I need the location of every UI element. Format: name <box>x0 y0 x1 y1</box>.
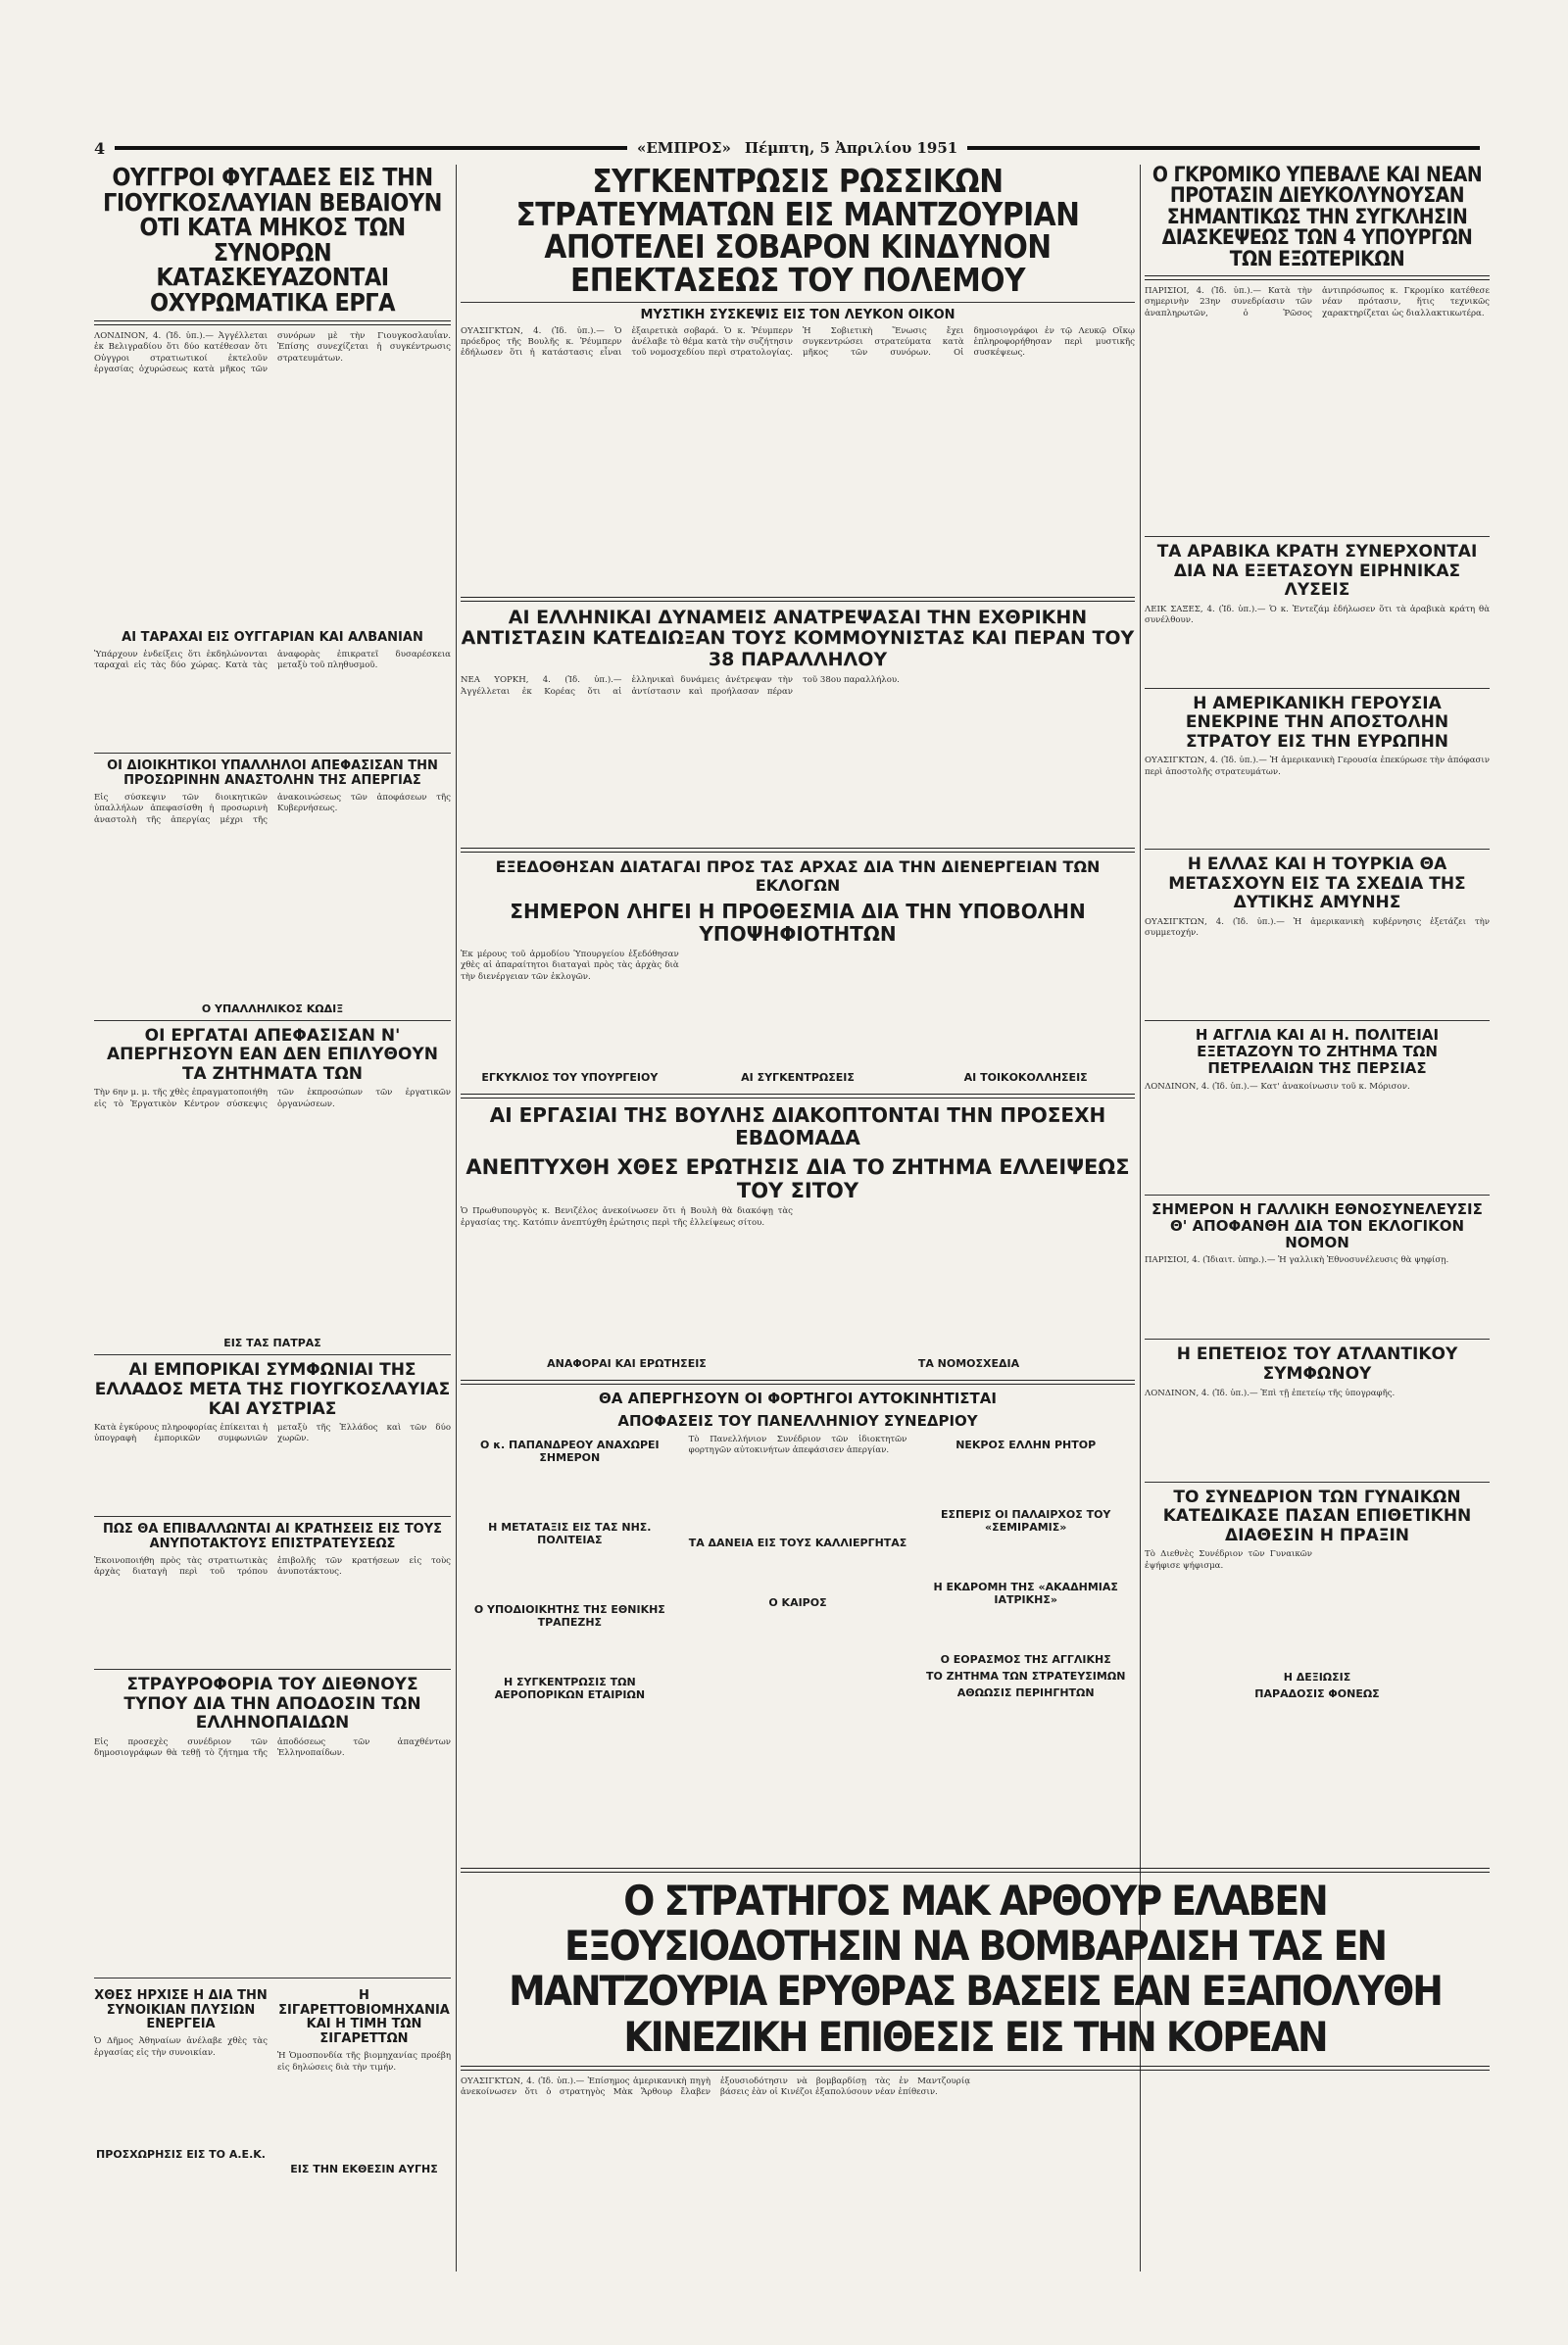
col2-sub-5h: ΑΘΩΩΣΙΣ ΠΕΡΙΗΓΗΤΩΝ <box>956 1685 1095 1699</box>
col3-lead-headline: Ο ΓΚΡΟΜΙΚΟ ΥΠΕΒΑΛΕ ΚΑΙ ΝΕΑΝ ΠΡΟΤΑΣΙΝ ΔΙΕΥΚΟΛΥΝΟΥΣΑΝ ΣΗΜΑΝΤΙΚΩΣ ΤΗΝ ΣΥΓΚΛΗΣΙΝ ΔΙΑΣΚΕΨΕΩΣ ΤΩΝ 4 ΥΠΟΥΡΓΩΝ ΤΩΝ ΕΞΩΤΕΡΙΚΩΝ <box>1152 165 1483 270</box>
col3-headline-8: ΤΟ ΣΥΝΕΔΡΙΟΝ ΤΩΝ ΓΥΝΑΙΚΩΝ ΚΑΤΕΔΙΚΑΣΕ ΠΑΣΑΝ ΕΠΙΘΕΤΙΚΗΝ ΔΙΑΘΕΣΙΝ Η ΠΡΑΞΙΝ <box>1162 1487 1472 1545</box>
col2-sub-5b: Η ΜΕΤΑΤΑΞΙΣ ΕΙΣ ΤΑΣ ΝΗΣ. ΠΟΛΙΤΕΙΑΣ <box>488 1520 652 1546</box>
col3-headline-7: Η ΕΠΕΤΕΙΟΣ ΤΟΥ ΑΤΛΑΝΤΙΚΟΥ ΣΥΜΦΩΝΟΥ <box>1176 1344 1458 1384</box>
col1-sub-3: Ο ΥΠΑΛΛΗΛΙΚΟΣ ΚΩΔΙΞ <box>201 1002 344 1015</box>
issue-date: Πέμπτη, 5 Ἀπριλίου 1951 <box>744 139 958 157</box>
col3-text-8: Τὸ Διεθνὲς Συνέδριον τῶν Γυναικῶν ἐψήφισε ψήφισμα. <box>1145 1549 1312 1571</box>
rule <box>1145 849 1490 850</box>
rule <box>94 320 451 325</box>
rule <box>461 597 1135 602</box>
rule <box>94 1354 451 1355</box>
col2-sub-5f: Ο ΚΑΙΡΟΣ <box>768 1595 827 1609</box>
rule <box>94 1020 451 1021</box>
rule <box>1145 1195 1490 1196</box>
col2-sub-3a: ΕΓΚΥΚΛΙΟΣ ΤΟΥ ΥΠΟΥΡΓΕΙΟΥ <box>481 1070 659 1084</box>
col1-headline-2: ΑΙ ΤΑΡΑΧΑΙ ΕΙΣ ΟΥΓΓΑΡΙΑΝ ΚΑΙ ΑΛΒΑΝΙΑΝ <box>122 630 423 645</box>
col1-lead-headline: ΟΥΓΓΡΟΙ ΦΥΓΑΔΕΣ ΕΙΣ ΤΗΝ ΓΙΟΥΓΚΟΣΛΑΥΙΑΝ ΒΕΒΑΙΟΥΝ ΟΤΙ ΚΑΤΑ ΜΗΚΟΣ ΤΩΝ ΣΥΝΟΡΩΝ ΚΑΤΑΣΚΕΥΑΖΟΝΤΑΙ ΟΧΥΡΩΜΑΤΙΚΑ ΕΡΓΑ <box>103 165 442 317</box>
col2-sub-3c: ΑΙ ΤΟΙΚΟΚΟΛΛΗΣΕΙΣ <box>963 1070 1088 1084</box>
col1-sub-4: ΕΙΣ ΤΑΣ ΠΑΤΡΑΣ <box>223 1337 321 1350</box>
col2-sub-5g: ΤΟ ΖΗΤΗΜΑ ΤΩΝ ΣΤΡΑΤΕΥΣΙΜΩΝ <box>925 1669 1126 1683</box>
col2-text-5: Τὸ Πανελλήνιον Συνέδριον τῶν ἰδιοκτητῶν φορτηγῶν αὐτοκινήτων ἀπεφάσισεν ἀπεργίαν. <box>688 1434 907 1456</box>
col2-sub-5l: Η ΕΚΔΡΟΜΗ ΤΗΣ «ΑΚΑΔΗΜΙΑΣ ΙΑΤΡΙΚΗΣ» <box>933 1580 1118 1606</box>
col2-sub-5e: ΤΑ ΔΑΝΕΙΑ ΕΙΣ ΤΟΥΣ ΚΑΛΛΙΕΡΓΗΤΑΣ <box>688 1536 907 1549</box>
col1-text-8a: Ὁ Δῆμος Ἀθηναίων ἀνέλαβε χθὲς τὰς ἐργασίας εἰς τὴν συνοικίαν. <box>94 2036 268 2058</box>
rule <box>461 848 1135 853</box>
col2-lead-text: ΟΥΑΣΙΓΚΤΩΝ, 4. (Ἰδ. ὑπ.).— Ὁ πρόεδρος τῆς Βουλῆς κ. Ῥέυμπερν ἐδήλωσεν ὅτι ἡ κατάστασις εἶναι ἐξαιρετικὰ σοβαρά. Ὁ κ. Ῥέυμπερν ἀνέλαβε τὸ θέμα κατὰ τὴν συζήτησιν τοῦ νομοσχεδίου περὶ στρατολογίας. Ἡ Σοβιετικὴ Ἕνωσις ἔχει συγκεντρώσει στρατεύματα κατὰ μῆκος τῶν συνόρων. Οἱ δημοσιογράφοι ἐν τῷ Λευκῷ Οἴκῳ ἐπληροφορήθησαν περὶ μυστικῆς συσκέψεως. <box>461 325 1135 359</box>
col1-text-2: Ὑπάρχουν ἐνδείξεις ὅτι ἐκδηλώνονται ταραχαὶ εἰς τὰς δύο χώρας. Κατὰ τὰς ἀναφορὰς ἐπικρατεῖ δυσαρέσκεια μεταξὺ τοῦ πληθυσμοῦ. <box>94 649 451 671</box>
col1-headline-3: ΟΙ ΔΙΟΙΚΗΤΙΚΟΙ ΥΠΑΛΛΗΛΟΙ ΑΠΕΦΑΣΙΣΑΝ ΤΗΝ ΠΡΟΣΩΡΙΝΗΝ ΑΝΑΣΤΟΛΗΝ ΤΗΣ ΑΠΕΡΓΙΑΣ <box>107 757 438 788</box>
col2-sub-5k: ΕΣΠΕΡΙΣ ΟΙ ΠΑΛΑΙΡΧΟΣ ΤΟΥ «ΣΕΜΙΡΑΜΙΣ» <box>940 1507 1111 1534</box>
col1-text-7: Εἰς προσεχὲς συνέδριον τῶν δημοσιογράφων θὰ τεθῇ τὸ ζήτημα τῆς ἀποδόσεως τῶν ἀπαχθέντων Ἑλληνοπαίδων. <box>94 1736 451 1758</box>
col3-headline-5: Η ΑΓΓΛΙΑ ΚΑΙ ΑΙ Η. ΠΟΛΙΤΕΙΑΙ ΕΞΕΤΑΖΟΥΝ ΤΟ ΖΗΤΗΜΑ ΤΩΝ ΠΕΤΡΕΛΑΙΩΝ ΤΗΣ ΠΕΡΣΙΑΣ <box>1195 1025 1440 1078</box>
col3-text-4: ΟΥΑΣΙΓΚΤΩΝ, 4. (Ἰδ. ὑπ.).— Ἡ ἀμερικανικὴ κυβέρνησις ἐξετάζει τὴν συμμετοχήν. <box>1145 916 1490 939</box>
col3-lead-text: ΠΑΡΙΣΙΟΙ, 4. (Ἰδ. ὑπ.).— Κατὰ τὴν σημερινὴν 23ην συνεδρίασιν τῶν ἀναπληρωτῶν, ὁ Ῥῶσος ἀντιπρόσωπος κ. Γκρομίκο κατέθεσε νέαν πρότασιν, ἥτις τεχνικῶς χαρακτηρίζεται ὡς διαλλακτικωτέρα. <box>1145 286 1490 318</box>
bottom-text: ΟΥΑΣΙΓΚΤΩΝ, 4. (Ἰδ. ὑπ.).— Ἐπίσημος ἀμερικανικὴ πηγὴ ἀνεκοίνωσεν ὅτι ὁ στρατηγὸς Μὰκ Ἄρθουρ ἔλαβεν ἐξουσιοδότησιν νὰ βομβαρδίσῃ τὰς ἐν Μαντζουρίᾳ βάσεις ἐὰν οἱ Κινέζοι ἐξαπολύσουν νέαν ἐπίθεσιν. <box>461 2076 970 2098</box>
col1-headline-8b: Η ΣΙΓΑΡΕΤΤΟΒΙΟΜΗΧΑΝΙΑ ΚΑΙ Η ΤΙΜΗ ΤΩΝ ΣΙΓΑΡΕΤΤΩΝ <box>278 1987 450 2047</box>
col2-sub-5c: Ο ΥΠΟΔΙΟΙΚΗΤΗΣ ΤΗΣ ΕΘΝΙΚΗΣ ΤΡΑΠΕΖΗΣ <box>473 1602 665 1629</box>
rule <box>1145 1482 1490 1483</box>
col2-sub-5i: Ο ΕΟΡΑΣΜΟΣ ΤΗΣ ΑΓΓΛΙΚΗΣ <box>940 1652 1111 1666</box>
col2-text-2: ΝΕΑ ΥΟΡΚΗ, 4. (Ἰδ. ὑπ.).— Ἀγγέλλεται ἐκ Κορέας ὅτι αἱ ἑλληνικαὶ δυνάμεις ἀνέτρεψαν τὴν ἀντίστασιν καὶ προήλασαν πέραν τοῦ 38ου παραλλήλου. <box>461 675 900 697</box>
col1-headline-4: ΟΙ ΕΡΓΑΤΑΙ ΑΠΕΦΑΣΙΣΑΝ Ν' ΑΠΕΡΓΗΣΟΥΝ ΕΑΝ ΔΕΝ ΕΠΙΛΥΘΟΥΝ ΤΑ ΖΗΤΗΜΑΤΑ ΤΩΝ <box>107 1025 438 1084</box>
rule <box>1145 536 1490 537</box>
col1-text-4: Τὴν 6ην μ. μ. τῆς χθὲς ἐπραγματοποιήθη εἰς τὸ Ἐργατικὸν Κέντρον σύσκεψις τῶν ἐκπροσώπων τῶν ἐργατικῶν ὀργανώσεων. <box>94 1088 451 1109</box>
col3-text-6: ΠΑΡΙΣΙΟΙ, 4. (Ἰδιαιτ. ὑπηρ.).— Ἡ γαλλικὴ Ἐθνοσυνέλευσις θὰ ψηφίσῃ. <box>1145 1255 1449 1266</box>
col2-text-4: Ὁ Πρωθυπουργὸς κ. Βενιζέλος ἀνεκοίνωσεν ὅτι ἡ Βουλὴ θὰ διακόψῃ τὰς ἐργασίας της. Κατόπιν ἀνεπτύχθη ἐρώτησις περὶ τῆς ἐλλείψεως σίτου. <box>461 1206 793 1228</box>
col3-text-5: ΛΟΝΔΙΝΟΝ, 4. (Ἰδ. ὑπ.).— Κατ' ἀνακοίνωσιν τοῦ κ. Μόρισον. <box>1145 1081 1410 1092</box>
col3-text-2: ΛΕΙΚ ΣΑΞΕΣ, 4. (Ἰδ. ὑπ.).— Ὁ κ. Ἐντεζάμ ἐδήλωσεν ὅτι τὰ ἀραβικὰ κράτη θὰ συνέλθουν. <box>1145 604 1490 626</box>
col2-sub-4a: ΑΝΑΦΟΡΑΙ ΚΑΙ ΕΡΩΤΗΣΕΙΣ <box>547 1357 707 1371</box>
col1-text-3: Εἰς σύσκεψιν τῶν διοικητικῶν ὑπαλλήλων ἀπεφασίσθη ἡ προσωρινὴ ἀναστολὴ τῆς ἀπεργίας μέχρι τῆς ἀνακοινώσεως τῶν ἀποφάσεων τῆς Κυβερνήσεως. <box>94 792 451 825</box>
col2-headline-5: ΘΑ ΑΠΕΡΓΗΣΟΥΝ ΟΙ ΦΟΡΤΗΓΟΙ ΑΥΤΟΚΙΝΗΤΙΣΤΑΙ <box>599 1390 997 1408</box>
col2-headline-3: ΕΞΕΔΟΘΗΣΑΝ ΔΙΑΤΑΓΑΙ ΠΡΟΣ ΤΑΣ ΑΡΧΑΣ ΔΙΑ ΤΗΝ ΔΙΕΝΕΡΓΕΙΑΝ ΤΩΝ ΕΚΛΟΓΩΝ <box>495 857 1101 895</box>
col1-sub-8b: ΕΙΣ ΤΗΝ ΕΚΘΕΣΙΝ ΑΥΓΗΣ <box>290 2163 438 2176</box>
col1-lead-text: ΛΟΝΔΙΝΟΝ, 4. (Ἰδ. ὑπ.).— Ἀγγέλλεται ἐκ Βελιγραδίου ὅτι δύο κατέθεσαν ὅτι Οὐγγροι στρατιωτικοί ἐκτελοῦν ἐργασίας ὀχυρώσεως κατὰ μῆκος τῶν συνόρων μὲ τὴν Γιουγκοσλαυΐαν. Ἐπίσης συνεχίζεται ἡ συγκέντρωσις στρατευμάτων. <box>94 331 451 375</box>
col2-sub-4b: ΤΑ ΝΟΜΟΣΧΕΔΙΑ <box>917 1357 1020 1371</box>
col2-lead-sub: ΜΥΣΤΙΚΗ ΣΥΣΚΕΨΙΣ ΕΙΣ ΤΟΝ ΛΕΥΚΟΝ ΟΙΚΟΝ <box>640 307 956 322</box>
rule <box>461 2066 1490 2071</box>
col1-text-5: Κατὰ ἐγκύρους πληροφορίας ἐπίκειται ἡ ὑπογραφὴ ἐμπορικῶν συμφωνιῶν μεταξὺ τῆς Ἑλλάδος καὶ τῶν δύο χωρῶν. <box>94 1423 451 1444</box>
bottom-headline: Ο ΣΤΡΑΤΗΓΟΣ ΜΑΚ ΑΡΘΟΥΡ ΕΛΑΒΕΝ ΕΞΟΥΣΙΟΔΟΤΗΣΙΝ ΝΑ ΒΟΜΒΑΡΔΙΣΗ ΤΑΣ ΕΝ ΜΑΝΤΖΟΥΡΙΑ ΕΡΥΘΡΑΣ ΒΑΣΕΙΣ ΕΑΝ ΕΞΑΠΟΛΥΘΗ ΚΙΝΕΖΙΚΗ ΕΠΙΘΕΣΙΣ ΕΙΣ ΤΗΝ ΚΟΡΕΑΝ <box>509 1877 1442 2061</box>
col1-text-8b: Ἡ Ὁμοσπονδία τῆς βιομηχανίας προέβη εἰς δηλώσεις διὰ τὴν τιμήν. <box>277 2051 451 2073</box>
col2-sub-5j: ΝΕΚΡΟΣ ΕΛΛΗΝ ΡΗΤΟΡ <box>956 1438 1097 1451</box>
col3-headline-6: ΣΗΜΕΡΟΝ Η ΓΑΛΛΙΚΗ ΕΘΝΟΣΥΝΕΛΕΥΣΙΣ Θ' ΑΠΟΦΑΝΘΗ ΔΙΑ ΤΟΝ ΕΚΛΟΓΙΚΟΝ ΝΟΜΟΝ <box>1152 1199 1483 1252</box>
rule <box>1145 1020 1490 1021</box>
rule <box>94 753 451 754</box>
col2-headline-5b: ΑΠΟΦΑΣΕΙΣ ΤΟΥ ΠΑΝΕΛΛΗΝΙΟΥ ΣΥΝΕΔΡΙΟΥ <box>617 1412 978 1431</box>
col3-text-7: ΛΟΝΔΙΝΟΝ, 4. (Ἰδ. ὑπ.).— Ἐπὶ τῇ ἐπετείῳ τῆς ὑπογραφῆς. <box>1145 1388 1396 1398</box>
col3-sub-8: Η ΔΕΞΙΩΣΙΣ <box>1283 1671 1351 1685</box>
rule <box>461 302 1135 303</box>
page-number: 4 <box>94 138 106 158</box>
col1-text-6: Ἐκοινοποιήθη πρὸς τὰς στρατιωτικὰς ἀρχὰς διαταγὴ περὶ τοῦ τρόπου ἐπιβολῆς τῶν κρατήσεων εἰς τοὺς ἀνυποτάκτους. <box>94 1555 451 1578</box>
bottom-banner <box>461 1862 1490 2227</box>
col1-headline-6: ΠΩΣ ΘΑ ΕΠΙΒΑΛΛΩΝΤΑΙ ΑΙ ΚΡΑΤΗΣΕΙΣ ΕΙΣ ΤΟΥΣ ΑΝΥΠΟΤΑΚΤΟΥΣ ΕΠΙΣΤΡΑΤΕΥΣΕΩΣ <box>102 1522 443 1552</box>
col2-sub-5d: Η ΣΥΓΚΕΝΤΡΩΣΙΣ ΤΩΝ ΑΕΡΟΠΟΡΙΚΩΝ ΕΤΑΙΡΙΩΝ <box>494 1675 646 1701</box>
rule <box>94 1669 451 1670</box>
col3-headline-3: Η ΑΜΕΡΙΚΑΝΙΚΗ ΓΕΡΟΥΣΙΑ ΕΝΕΚΡΙΝΕ ΤΗΝ ΑΠΟΣΤΟΛΗΝ ΣΤΡΑΤΟΥ ΕΙΣ ΤΗΝ ΕΥΡΩΠΗΝ <box>1185 693 1449 752</box>
masthead-rule-right <box>967 146 1480 150</box>
col3-sub-9: ΠΑΡΑΔΟΣΙΣ ΦΟΝΕΩΣ <box>1254 1687 1380 1701</box>
column-divider <box>456 165 457 2272</box>
masthead-rule <box>115 146 627 150</box>
col2-headline-3b: ΣΗΜΕΡΟΝ ΛΗΓΕΙ Η ΠΡΟΘΕΣΜΙΑ ΔΙΑ ΤΗΝ ΥΠΟΒΟΛΗΝ ΥΠΟΨΗΦΙΟΤΗΤΩΝ <box>510 899 1086 946</box>
col3-text-3: ΟΥΑΣΙΓΚΤΩΝ, 4. (Ἰδ. ὑπ.).— Ἡ ἀμερικανικὴ Γερουσία ἐπεκύρωσε τὴν ἀπόφασιν περὶ ἀποστολῆς στρατευμάτων. <box>1145 756 1490 777</box>
rule <box>1145 688 1490 689</box>
rule <box>461 1094 1135 1099</box>
left-column <box>94 165 451 2272</box>
rule <box>94 1978 451 1979</box>
col2-headline-2: ΑΙ ΕΛΛΗΝΙΚΑΙ ΔΥΝΑΜΕΙΣ ΑΝΑΤΡΕΨΑΣΑΙ ΤΗΝ ΕΧΘΡΙΚΗΝ ΑΝΤΙΣΤΑΣΙΝ ΚΑΤΕΔΙΩΞΑΝ ΤΟΥΣ ΚΟΜΜΟΥΝΙΣΤΑΣ ΚΑΙ ΠΕΡΑΝ ΤΟΥ 38 ΠΑΡΑΛΛΗΛΟΥ <box>461 606 1135 671</box>
col2-sub-5a: Ο κ. ΠΑΠΑΝΔΡΕΟΥ ΑΝΑΧΩΡΕΙ ΣΗΜΕΡΟΝ <box>480 1438 660 1464</box>
col3-headline-2: ΤΑ ΑΡΑΒΙΚΑ ΚΡΑΤΗ ΣΥΝΕΡΧΟΝΤΑΙ ΔΙΑ ΝΑ ΕΞΕΤΑΣΟΥΝ ΕΙΡΗΝΙΚΑΣ ΛΥΣΕΙΣ <box>1156 542 1478 601</box>
rule <box>461 1380 1135 1385</box>
col2-lead-headline: ΣΥΓΚΕΝΤΡΩΣΙΣ ΡΩΣΣΙΚΩΝ ΣΤΡΑΤΕΥΜΑΤΩΝ ΕΙΣ ΜΑΝΤΖΟΥΡΙΑΝ ΑΠΟΤΕΛΕΙ ΣΟΒΑΡΟΝ ΚΙΝΔΥΝΟΝ ΕΠΕΚΤΑΣΕΩΣ ΤΟΥ ΠΟΛΕΜΟΥ <box>515 165 1080 299</box>
rule <box>1145 1339 1490 1340</box>
col2-text-3: Ἐκ μέρους τοῦ ἁρμοδίου Ὑπουργείου ἐξεδόθησαν χθὲς αἱ ἀπαραίτητοι διαταγαὶ πρὸς τὰς ἀρχὰς διὰ τὴν διενέργειαν τῶν ἐκλογῶν. <box>461 949 679 982</box>
rule <box>1145 275 1490 280</box>
paper-name: «ΕΜΠΡΟΣ» <box>636 139 731 157</box>
col2-headline-4b: ΑΝΕΠΤΥΧΘΗ ΧΘΕΣ ΕΡΩΤΗΣΙΣ ΔΙΑ ΤΟ ΖΗΤΗΜΑ ΕΛΛΕΙΨΕΩΣ ΤΟΥ ΣΙΤΟΥ <box>466 1154 1130 1203</box>
col1-headline-7: ΣΤΡΑΥΡΟΦΟΡΙΑ ΤΟΥ ΔΙΕΘΝΟΥΣ ΤΥΠΟΥ ΔΙΑ ΤΗΝ ΑΠΟΔΟΣΙΝ ΤΩΝ ΕΛΛΗΝΟΠΑΙΔΩΝ <box>123 1674 421 1734</box>
col3-headline-4: Η ΕΛΛΑΣ ΚΑΙ Η ΤΟΥΡΚΙΑ ΘΑ ΜΕΤΑΣΧΟΥΝ ΕΙΣ ΤΑ ΣΧΕΔΙΑ ΤΗΣ ΔΥΤΙΚΗΣ ΑΜΥΝΗΣ <box>1168 855 1466 913</box>
rule <box>461 1868 1490 1873</box>
col1-sub-8a: ΠΡΟΣΧΩΡΗΣΙΣ ΕΙΣ ΤΟ Α.Ε.Κ. <box>96 2148 266 2162</box>
col1-headline-8a: ΧΘΕΣ ΗΡΧΙΣΕ Η ΔΙΑ ΤΗΝ ΣΥΝΟΙΚΙΑΝ ΠΛΥΣΙΩΝ ΕΝΕΡΓΕΙΑ <box>94 1987 268 2032</box>
rule <box>94 1516 451 1517</box>
col2-sub-3b: ΑΙ ΣΥΓΚΕΝΤΡΩΣΕΙΣ <box>741 1070 855 1084</box>
col2-headline-4: ΑΙ ΕΡΓΑΣΙΑΙ ΤΗΣ ΒΟΥΛΗΣ ΔΙΑΚΟΠΤΟΝΤΑΙ ΤΗΝ ΠΡΟΣΕΧΗ ΕΒΔΟΜΑΔΑ <box>489 1102 1106 1149</box>
col1-headline-5: ΑΙ ΕΜΠΟΡΙΚΑΙ ΣΥΜΦΩΝΙΑΙ ΤΗΣ ΕΛΛΑΔΟΣ ΜΕΤΑ ΤΗΣ ΓΙΟΥΓΚΟΣΛΑΥΙΑΣ ΚΑΙ ΑΥΣΤΡΙΑΣ <box>94 1360 451 1419</box>
masthead <box>94 137 1490 159</box>
